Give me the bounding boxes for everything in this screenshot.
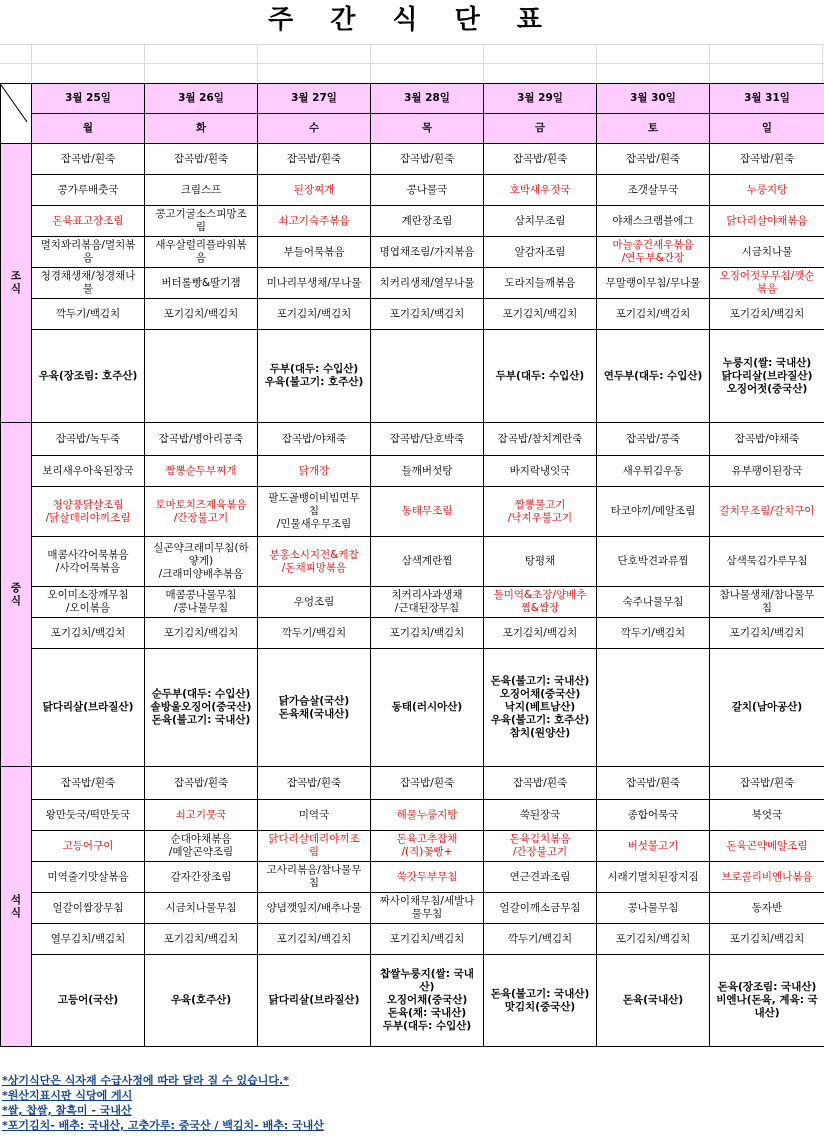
footnote: *원산지표시판 식당에 게시 — [2, 1089, 133, 1102]
origin-cell — [597, 649, 710, 767]
menu-row — [1, 206, 824, 237]
menu-cell: 쇠고기뭇국 — [145, 800, 258, 831]
menu-cell: 돌미역&초장/양배추 찜&쌈장 — [484, 587, 597, 618]
menu-row — [1, 456, 824, 487]
menu-cell: 동자반 — [710, 893, 824, 924]
menu-cell: 크림스프 — [145, 175, 258, 206]
menu-cell: 돈육표고장조림 — [32, 206, 145, 237]
origin-cell: 닭가슴살(국산) 돈육채(국내산) — [258, 649, 371, 767]
origin-cell: 두부(대두: 수입산) — [484, 330, 597, 423]
menu-row — [1, 767, 824, 800]
menu-cell: 우엉조림 — [258, 587, 371, 618]
date-row — [1, 84, 824, 114]
footnotes — [2, 1073, 822, 1133]
menu-cell: 잡곡밥/흰죽 — [145, 767, 258, 800]
menu-cell: 명엽채조림/가지볶음 — [371, 237, 484, 268]
origin-cell: 돈육(국내산) — [597, 955, 710, 1047]
origin-cell: 우육(장조림: 호주산) — [32, 330, 145, 423]
menu-row — [1, 487, 824, 537]
header-corner-cell — [1, 84, 32, 144]
origin-cell: 돈육(장조림: 국내산) 비엔나(돈육, 계육: 국 내산) — [710, 955, 824, 1047]
date-header: 3월 31일 — [710, 84, 824, 114]
menu-cell: 포기김치/백김치 — [32, 618, 145, 649]
menu-cell: 보리새우아욱된장국 — [32, 456, 145, 487]
menu-row — [1, 924, 824, 955]
menu-cell: 포기김치/백김치 — [710, 618, 824, 649]
menu-row — [1, 618, 824, 649]
menu-cell: 도라지들깨볶음 — [484, 268, 597, 299]
menu-cell: 짬뽕불고기 /낙지우불고기 — [484, 487, 597, 537]
menu-cell: 오이미소장깨무침 /오이볶음 — [32, 587, 145, 618]
menu-cell: 마늘종건새우볶음 /연두부&간장 — [597, 237, 710, 268]
menu-cell: 새우살럴리플라워볶 음 — [145, 237, 258, 268]
origin-cell: 고등어(국산) — [32, 955, 145, 1047]
menu-cell: 들깨버섯탕 — [371, 456, 484, 487]
menu-cell: 누룽지탕 — [710, 175, 824, 206]
menu-cell: 왕만둣국/떡만둣국 — [32, 800, 145, 831]
menu-cell: 오징어젓무무침/깻순 볶음 — [710, 268, 824, 299]
origin-cell: 돈육(불고기: 국내산) 오징어채(중국산) 낙지(베트남산) 우육(불고기: 호주산) 참치(원양산) — [484, 649, 597, 767]
menu-row — [1, 268, 824, 299]
menu-cell: 얼갈이깨소금무침 — [484, 893, 597, 924]
date-header: 3월 28일 — [371, 84, 484, 114]
menu-cell: 바지락냉잇국 — [484, 456, 597, 487]
menu-cell: 시금치나물 — [710, 237, 824, 268]
footnote: *쌀, 찹쌀, 찰흑미 - 국내산 — [2, 1104, 132, 1117]
menu-cell: 토마토치즈제육볶음 /간장불고기 — [145, 487, 258, 537]
menu-cell: 잡곡밥/병아리콩죽 — [145, 423, 258, 456]
menu-cell: 잡곡밥/흰죽 — [145, 144, 258, 175]
menu-cell: 깍두기/백김치 — [484, 924, 597, 955]
weekday-header: 화 — [145, 114, 258, 144]
origin-cell: 두부(대두: 수입산) 우육(불고기: 호주산) — [258, 330, 371, 423]
menu-cell: 포기김치/백김치 — [371, 299, 484, 330]
menu-cell: 분홍소시지전&케찹 /돈채피망볶음 — [258, 537, 371, 587]
menu-cell: 버섯불고기 — [597, 831, 710, 862]
menu-row — [1, 537, 824, 587]
origin-cell — [371, 330, 484, 423]
menu-cell: 콩나물국 — [371, 175, 484, 206]
menu-row — [1, 299, 824, 330]
origin-cell: 순두부(대두: 수입산) 솔방울오징어(중국산) 돈육(불고기: 국내산) — [145, 649, 258, 767]
meal-label: 중 식 — [1, 423, 32, 767]
menu-cell: 미역국 — [258, 800, 371, 831]
date-header: 3월 30일 — [597, 84, 710, 114]
menu-cell: 치커리생채/열무나물 — [371, 268, 484, 299]
menu-cell: 야채스크램블에그 — [597, 206, 710, 237]
date-header: 3월 29일 — [484, 84, 597, 114]
menu-cell: 시금치나물무침 — [145, 893, 258, 924]
menu-cell: 콩나물무침 — [597, 893, 710, 924]
menu-cell: 잡곡밥/흰죽 — [597, 767, 710, 800]
menu-cell: 브로콜리비엔나볶음 — [710, 862, 824, 893]
menu-cell: 잡곡밥/야채죽 — [258, 423, 371, 456]
menu-cell: 포기김치/백김치 — [710, 299, 824, 330]
origin-cell: 우육(호주산) — [145, 955, 258, 1047]
menu-cell: 버터롤빵&딸기잼 — [145, 268, 258, 299]
weekday-header: 수 — [258, 114, 371, 144]
menu-row — [1, 800, 824, 831]
weekday-header: 토 — [597, 114, 710, 144]
menu-cell: 북엇국 — [710, 800, 824, 831]
menu-cell: 잡곡밥/단호박죽 — [371, 423, 484, 456]
menu-row — [1, 144, 824, 175]
menu-cell: 고등어구이 — [32, 831, 145, 862]
meal-label: 조 식 — [1, 144, 32, 423]
menu-cell: 포기김치/백김치 — [597, 299, 710, 330]
menu-cell: 닭다리살야채볶음 — [710, 206, 824, 237]
menu-cell: 포기김치/백김치 — [710, 924, 824, 955]
origin-row — [1, 649, 824, 767]
menu-cell: 잡곡밥/야채죽 — [710, 423, 824, 456]
menu-row — [1, 831, 824, 862]
menu-cell: 감자간장조림 — [145, 862, 258, 893]
menu-cell: 포기김치/백김치 — [484, 299, 597, 330]
menu-cell: 갈치무조림/갈치구이 — [710, 487, 824, 537]
origin-cell: 누룽지(쌀: 국내산) 닭다리살(브라질산) 오징어젓(중국산) — [710, 330, 824, 423]
menu-cell: 포기김치/백김치 — [145, 618, 258, 649]
spreadsheet-grid — [0, 44, 824, 82]
menu-cell: 깍두기/백김치 — [258, 618, 371, 649]
menu-cell: 포기김치/백김치 — [371, 618, 484, 649]
menu-cell: 새우튀김우동 — [597, 456, 710, 487]
menu-cell: 팔도골뱅이비빔면무 침 /민물새우무조림 — [258, 487, 371, 537]
page-title: 주 간 식 단 표 — [268, 5, 556, 35]
menu-cell: 잡곡밥/흰죽 — [32, 144, 145, 175]
menu-cell: 돈육곤약메알조림 — [710, 831, 824, 862]
menu-cell: 포기김치/백김치 — [145, 924, 258, 955]
menu-cell: 쑥된장국 — [484, 800, 597, 831]
menu-cell: 매콤사각어묵볶음 /사각어묵볶음 — [32, 537, 145, 587]
menu-cell: 무말랭이무침/무나물 — [597, 268, 710, 299]
menu-cell: 잡곡밥/흰죽 — [710, 144, 824, 175]
origin-cell — [145, 330, 258, 423]
menu-cell: 쑥갓두부무침 — [371, 862, 484, 893]
menu-cell: 멸치꽈리볶음/멸치볶 음 — [32, 237, 145, 268]
menu-cell: 알감자조림 — [484, 237, 597, 268]
menu-cell: 동태무조림 — [371, 487, 484, 537]
menu-cell: 얼갈이쌈장무침 — [32, 893, 145, 924]
menu-cell: 청경채생채/청경채나 물 — [32, 268, 145, 299]
menu-cell: 계란장조림 — [371, 206, 484, 237]
menu-cell: 잡곡밥/흰죽 — [258, 767, 371, 800]
menu-cell: 닭다리살데리야끼조 림 — [258, 831, 371, 862]
menu-cell: 치커리사과생채 /근대된장무침 — [371, 587, 484, 618]
origin-cell: 갈치(남아공산) — [710, 649, 824, 767]
menu-cell: 깍두기/백김치 — [32, 299, 145, 330]
menu-cell: 깍두기/백김치 — [597, 618, 710, 649]
footnote: *포기김치- 배추: 국내산, 고춧가루: 중국산 / 백김치- 배추: 국내산 — [2, 1119, 324, 1132]
origin-cell: 연두부(대두: 수입산) — [597, 330, 710, 423]
menu-row — [1, 893, 824, 924]
menu-cell: 삼치무조림 — [484, 206, 597, 237]
menu-cell: 잡곡밥/흰죽 — [484, 767, 597, 800]
origin-row — [1, 955, 824, 1047]
menu-cell: 종합어묵국 — [597, 800, 710, 831]
menu-cell: 잡곡밥/녹두죽 — [32, 423, 145, 456]
menu-cell: 포기김치/백김치 — [145, 299, 258, 330]
menu-row — [1, 423, 824, 456]
origin-cell: 닭다리살(브라질산) — [32, 649, 145, 767]
menu-cell: 잡곡밥/흰죽 — [484, 144, 597, 175]
menu-cell: 포기김치/백김치 — [258, 299, 371, 330]
menu-cell: 유부팽이된장국 — [710, 456, 824, 487]
footnote: *상기식단은 식자재 수급사정에 따라 달라 질 수 있습니다.* — [2, 1074, 289, 1087]
origin-row — [1, 330, 824, 423]
menu-cell: 잡곡밥/흰죽 — [32, 767, 145, 800]
weekday-row — [1, 114, 824, 144]
menu-cell: 포기김치/백김치 — [258, 924, 371, 955]
menu-cell: 돈육고추잡채 /(직)꽃빵+ — [371, 831, 484, 862]
menu-cell: 잡곡밥/흰죽 — [710, 767, 824, 800]
menu-cell: 잡곡밥/흰죽 — [597, 144, 710, 175]
menu-cell: 포기김치/백김치 — [597, 924, 710, 955]
menu-cell: 콩고기굴소스피망조 림 — [145, 206, 258, 237]
menu-cell: 시래기멸치된장지짐 — [597, 862, 710, 893]
menu-cell: 실곤약크래미무침(하 얗게) /크래미양배추볶음 — [145, 537, 258, 587]
origin-cell: 닭다리살(브라질산) — [258, 955, 371, 1047]
menu-cell: 호박새우젓국 — [484, 175, 597, 206]
menu-cell: 포기김치/백김치 — [484, 618, 597, 649]
menu-cell: 탕평채 — [484, 537, 597, 587]
menu-cell: 숙주나물무침 — [597, 587, 710, 618]
origin-cell: 돈육(불고기: 국내산) 맛김치(중국산) — [484, 955, 597, 1047]
menu-cell: 청양풍닭살조림 /닭살데리야끼조림 — [32, 487, 145, 537]
menu-cell: 해물누룽지탕 — [371, 800, 484, 831]
menu-cell: 잡곡밥/참치계란죽 — [484, 423, 597, 456]
menu-row — [1, 862, 824, 893]
menu-cell: 잡곡밥/흰죽 — [258, 144, 371, 175]
weekday-header: 월 — [32, 114, 145, 144]
menu-cell: 된장찌개 — [258, 175, 371, 206]
menu-cell: 양념깻잎지/배추나물 — [258, 893, 371, 924]
menu-cell: 쇠고기숙주볶음 — [258, 206, 371, 237]
menu-cell: 단호박견과류찜 — [597, 537, 710, 587]
menu-cell: 삼색계란찜 — [371, 537, 484, 587]
menu-cell: 부들어묵볶음 — [258, 237, 371, 268]
menu-cell: 닭개장 — [258, 456, 371, 487]
weekday-header: 금 — [484, 114, 597, 144]
menu-cell: 미나리무생채/무나물 — [258, 268, 371, 299]
weekly-menu-table — [0, 83, 824, 1047]
menu-cell: 미역줄기맛살볶음 — [32, 862, 145, 893]
weekday-header: 일 — [710, 114, 824, 144]
date-header: 3월 26일 — [145, 84, 258, 114]
menu-cell: 잡곡밥/흰죽 — [371, 767, 484, 800]
weekday-header: 목 — [371, 114, 484, 144]
menu-cell: 타코야끼/메알조림 — [597, 487, 710, 537]
menu-cell: 순대야채볶음 /메알곤약조림 — [145, 831, 258, 862]
menu-cell: 짬뽕순두부찌개 — [145, 456, 258, 487]
menu-cell: 콩가루배춧국 — [32, 175, 145, 206]
menu-cell: 연근견과조림 — [484, 862, 597, 893]
menu-cell: 잡곡밥/흰죽 — [371, 144, 484, 175]
menu-cell: 돈육김치볶음 /간장불고기 — [484, 831, 597, 862]
origin-cell: 동태(러시아산) — [371, 649, 484, 767]
menu-row — [1, 175, 824, 206]
origin-cell: 찹쌀누룽지(쌀: 국내 산) 오징어채(중국산) 돈육(채: 국내산) 두부(대두: 수입산) — [371, 955, 484, 1047]
menu-row — [1, 237, 824, 268]
menu-cell: 포기김치/백김치 — [371, 924, 484, 955]
menu-cell: 삼색묵김가루무침 — [710, 537, 824, 587]
date-header: 3월 27일 — [258, 84, 371, 114]
menu-cell: 매콤콩나물무침 /콩나물무침 — [145, 587, 258, 618]
menu-cell: 참나물생채/참나물무 침 — [710, 587, 824, 618]
menu-cell: 조갯살무국 — [597, 175, 710, 206]
menu-cell: 잡곡밥/콩죽 — [597, 423, 710, 456]
menu-cell: 짜사이채무침/세발나 물무침 — [371, 893, 484, 924]
menu-row — [1, 587, 824, 618]
date-header: 3월 25일 — [32, 84, 145, 114]
menu-cell: 열무김치/백김치 — [32, 924, 145, 955]
meal-label: 석 식 — [1, 767, 32, 1047]
menu-cell: 고사리볶음/참나물무 침 — [258, 862, 371, 893]
